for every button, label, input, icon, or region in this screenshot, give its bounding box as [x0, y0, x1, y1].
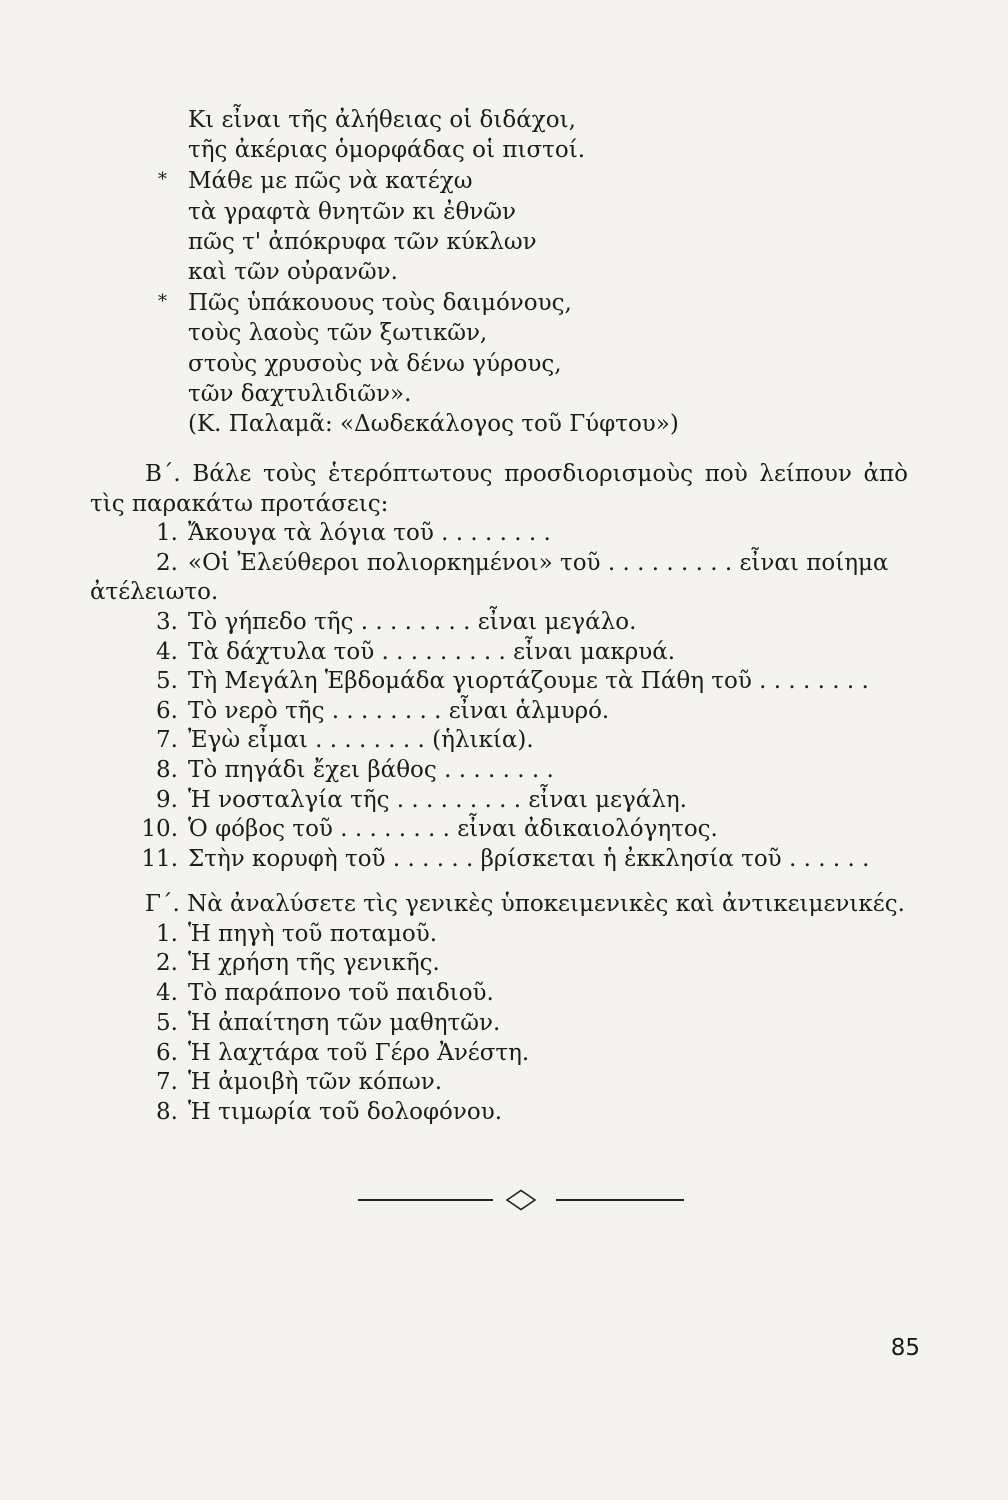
divider-line-right	[556, 1199, 684, 1201]
poem-line-text: στοὺς χρυσοὺς νὰ δένω γύρους,	[188, 350, 562, 377]
exercise-b-item	[90, 786, 908, 816]
exercise-c-item	[90, 1039, 908, 1069]
poem-line	[158, 349, 679, 379]
poem-line-text: τὰ γραφτὰ θνητῶν κι ἐθνῶν	[188, 198, 517, 225]
exercise-b-item	[90, 726, 908, 756]
item-text: Ἐγὼ εἶμαι . . . . . . . . (ἡλικία).	[188, 727, 534, 754]
item-number: 4.	[156, 638, 178, 665]
item-number: 4.	[156, 980, 178, 1007]
item-text: Ἡ χρήση τῆς γενικῆς.	[188, 950, 440, 977]
poem-line	[158, 227, 679, 257]
item-text: Τὸ νερὸ τῆς . . . . . . . . εἶναι ἁλμυρό.	[188, 697, 610, 724]
item-number: 5.	[156, 668, 178, 695]
item-number: 11.	[141, 845, 178, 872]
poem-line-text: τῆς ἀκέριας ὁμορφάδας οἱ πιστοί.	[188, 137, 586, 164]
item-number: 7.	[156, 1069, 178, 1096]
exercise-c-item	[90, 1068, 908, 1098]
item-number: 10.	[141, 816, 178, 843]
item-number: 9.	[156, 786, 178, 813]
asterisk-icon: *	[158, 169, 167, 191]
poem-line	[158, 105, 679, 135]
item-text: Τὸ πηγάδι ἔχει βάθος . . . . . . . .	[188, 756, 554, 783]
item-number: 8.	[156, 756, 178, 783]
exercise-b-item	[90, 549, 908, 579]
item-continuation: ἀτέλειωτο.	[90, 579, 219, 606]
diamond-ornament-icon	[504, 1189, 538, 1211]
poem-line	[158, 135, 679, 165]
item-text: Τὸ γήπεδο τῆς . . . . . . . . εἶναι μεγάλο.	[188, 608, 637, 635]
item-text: Τὰ δάχτυλα τοῦ . . . . . . . . . εἶναι μακρυά.	[188, 638, 676, 665]
divider-line-left	[358, 1199, 493, 1201]
item-number: 1.	[156, 920, 178, 947]
item-text: Τὴ Μεγάλη Ἑβδομάδα γιορτάζουμε τὰ Πάθη τοῦ . . . . . . . .	[188, 668, 869, 695]
poem-line	[158, 165, 679, 196]
item-text: Ἡ νοσταλγία τῆς . . . . . . . . . εἶναι μεγάλη.	[188, 786, 687, 813]
poem-excerpt	[158, 105, 679, 439]
item-number: 6.	[156, 1039, 178, 1066]
page-number: 85	[890, 1335, 920, 1361]
item-number: 8.	[156, 1098, 178, 1125]
item-text: Τὸ παράπονο τοῦ παιδιοῦ.	[188, 980, 494, 1007]
item-number: 7.	[156, 727, 178, 754]
item-text: Ἡ ἀμοιβὴ τῶν κόπων.	[188, 1069, 443, 1096]
exercise-b-item	[90, 845, 908, 875]
exercise-b-item	[90, 697, 908, 727]
item-text: Ἡ ἀπαίτηση τῶν μαθητῶν.	[188, 1009, 501, 1036]
exercise-b-heading: Β΄. Βάλε τοὺς ἑτερόπτωτους προσδιορισμοὺς ποὺ λείπουν ἀπὸ τὶς παρακάτω προτάσεις:	[90, 461, 908, 517]
exercise-c-item	[90, 1009, 908, 1039]
exercise-b-item	[90, 756, 908, 786]
exercise-c-heading: Γ΄. Νὰ ἀναλύσετε τὶς γενικὲς ὑποκειμενικὲς καὶ ἀντικειμενικές.	[145, 891, 905, 917]
poem-line-text: τοὺς λαοὺς τῶν ξωτικῶν,	[188, 320, 488, 347]
item-text: Ἄκουγα τὰ λόγια τοῦ . . . . . . . .	[188, 520, 551, 547]
exercise-b	[90, 460, 908, 874]
exercise-c-item	[90, 1098, 908, 1128]
poem-line-text: πῶς τ' ἀπόκρυφα τῶν κύκλων	[188, 228, 537, 255]
exercise-b-list	[90, 519, 908, 874]
exercise-c-item	[90, 979, 908, 1009]
poem-line	[158, 257, 679, 287]
item-text: «Οἱ Ἐλεύθεροι πολιορκημένοι» τοῦ . . . . . . . . . εἶναι ποίημα	[188, 549, 889, 576]
poem-line-text: τῶν δαχτυλιδιῶν».	[188, 380, 412, 407]
item-text: Ἡ πηγὴ τοῦ ποταμοῦ.	[188, 920, 438, 947]
item-text: Ὁ φόβος τοῦ . . . . . . . . εἶναι ἀδικαιολόγητος.	[188, 816, 718, 843]
poem-line	[158, 287, 679, 318]
poem-line	[158, 197, 679, 227]
exercise-b-item	[90, 815, 908, 845]
poem-line-text: Μάθε με πῶς νὰ κατέχω	[188, 168, 473, 195]
item-text: Ἡ τιμωρία τοῦ δολοφόνου.	[188, 1098, 503, 1125]
poem-line-text: Κι εἶναι τῆς ἀλήθειας οἱ διδάχοι,	[188, 107, 576, 133]
exercise-c	[90, 890, 908, 1128]
poem-line	[158, 379, 679, 409]
exercise-b-item	[90, 638, 908, 668]
item-number: 2.	[156, 549, 178, 576]
exercise-c-item	[90, 920, 908, 950]
poem-line	[158, 318, 679, 348]
section-divider	[358, 1188, 684, 1212]
item-number: 2.	[156, 950, 178, 977]
exercise-c-item	[90, 949, 908, 979]
exercise-b-item	[90, 608, 908, 638]
exercise-b-item	[90, 667, 908, 697]
poem-credit: (Κ. Παλαμᾶ: «Δωδεκάλογος τοῦ Γύφτου»)	[188, 411, 679, 438]
item-text: Στὴν κορυφὴ τοῦ . . . . . . βρίσκεται ἡ ἐκκλησία τοῦ . . . . . .	[188, 845, 870, 872]
asterisk-icon: *	[158, 291, 167, 313]
exercise-c-list	[90, 920, 908, 1128]
poem-line-text: Πῶς ὑπάκουους τοὺς δαιμόνους,	[188, 290, 572, 317]
item-number: 3.	[156, 608, 178, 635]
exercise-b-item	[90, 519, 908, 549]
item-text: Ἡ λαχτάρα τοῦ Γέρο Ἀνέστη.	[188, 1039, 530, 1066]
item-number: 6.	[156, 697, 178, 724]
item-number: 5.	[156, 1009, 178, 1036]
item-number: 1.	[156, 520, 178, 547]
poem-line-text: καὶ τῶν οὐρανῶν.	[188, 259, 398, 286]
